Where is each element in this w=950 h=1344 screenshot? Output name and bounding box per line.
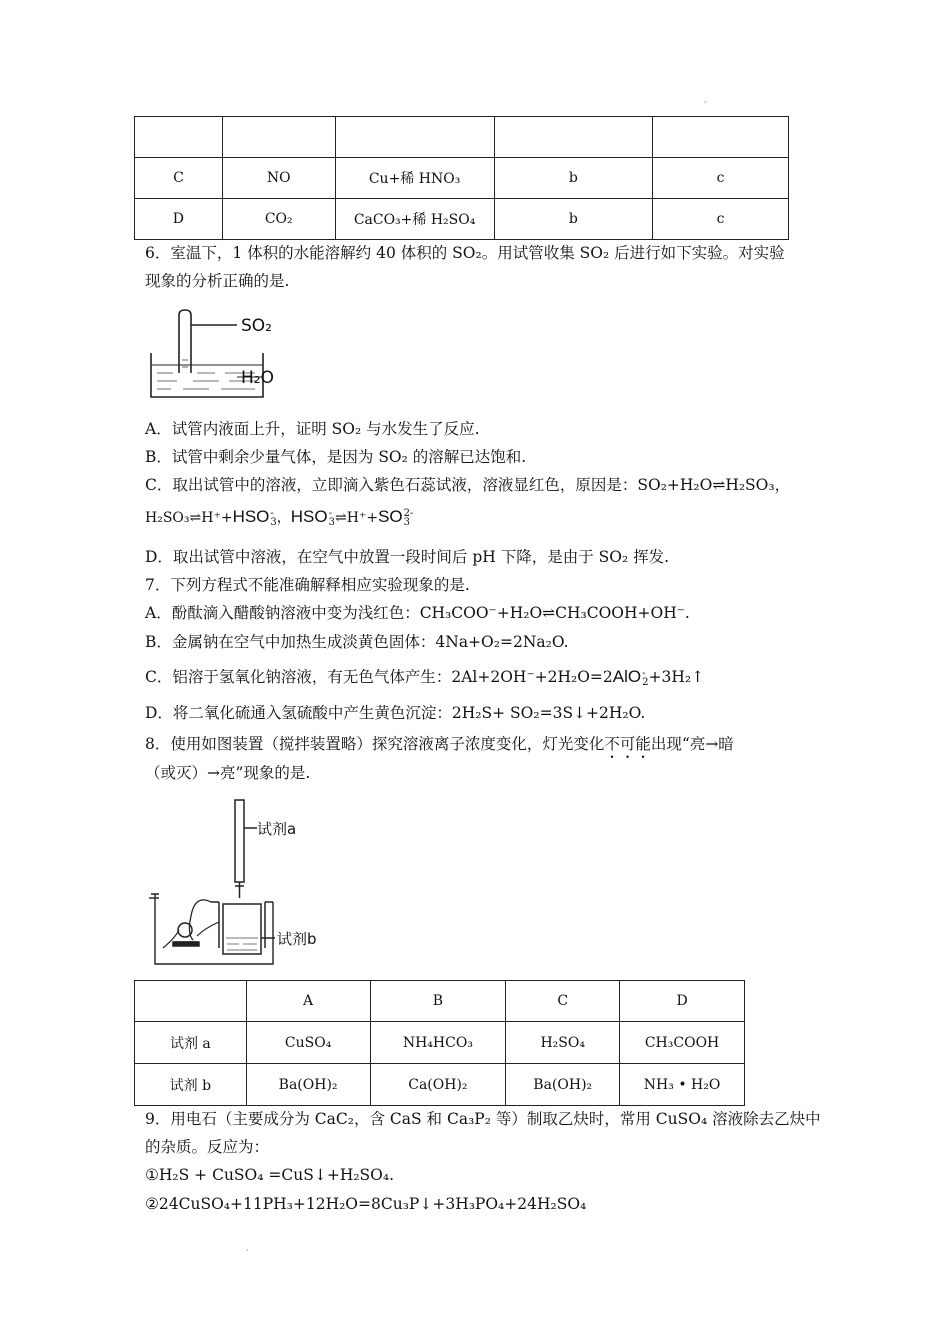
fig-label-so2: SO₂ [241,316,272,336]
fig-label-reagent-a: 试剂a [257,820,297,838]
conductivity-apparatus-figure [145,798,335,970]
table-row: D CO₂ CaCO₃+稀 H₂SO₄ b c [135,199,789,240]
q6-option-d: D．取出试管中溶液，在空气中放置一段时间后 pH 下降，是由于 SO₂ 挥发. [145,548,670,566]
q6-option-c-cont: H₂SO₃⇌H⁺+HSO- 3，HSO- 3⇌H⁺+SO2- 3 [145,507,414,528]
test-tube-figure [145,305,295,405]
q9-equation-2: ②24CuSO₄+11PH₃+12H₂O=8Cu₃P↓+3H₃PO₄+24H₂SO₄ [145,1195,587,1213]
fig-label-h2o: H₂O [241,368,274,388]
q7-stem: 7．下列方程式不能准确解释相应实验现象的是. [145,576,470,594]
q9-stem: 9．用电石（主要成分为 CaC₂，含 CaS 和 Ca₃P₂ 等）制取乙炔时，常用 CuSO₄ 溶液除去乙炔中 [145,1110,821,1128]
stray-mark: · [246,1246,249,1255]
q6-option-b: B．试管中剩余少量气体，是因为 SO₂ 的溶解已达饱和. [145,448,527,466]
q9-equation-1: ①H₂S + CuSO₄ =CuS↓+H₂SO₄. [145,1166,395,1184]
q7-option-c: C．铝溶于氢氧化钠溶液，有无色气体产生：2Al+2OH⁻+2H₂O=2AlO- 2+3H₂↑ [145,667,705,688]
options-table-q5 [134,116,789,240]
reagent-table [134,980,745,1106]
q7-option-d: D．将二氧化硫通入氢硫酸中产生黄色沉淀：2H₂S+ SO₂=3S↓+2H₂O. [145,704,646,722]
q6-option-c: C．取出试管中的溶液，立即滴入紫色石蕊试液，溶液显红色，原因是：SO₂+H₂O⇌H₂SO₃， [145,476,791,494]
beaker [223,904,261,954]
q8-stem: 8．使用如图装置（搅拌装置略）探究溶液离子浓度变化，灯光变化不可能出现“亮→暗 [145,735,734,753]
test-tube [179,310,191,373]
q8-stem-cont: （或灭）→亮”现象的是. [145,764,311,782]
table-row: 试剂 a CuSO₄ NH₄HCO₃ H₂SO₄ CH₃COOH [135,1022,745,1064]
burette [235,800,244,882]
fig-label-reagent-b: 试剂b [277,930,317,948]
table-row: 试剂 b Ba(OH)₂ Ca(OH)₂ Ba(OH)₂ NH₃ • H₂O [135,1064,745,1106]
q9-stem-cont: 的杂质。反应为： [145,1138,270,1156]
q6-option-a: A．试管内液面上升，证明 SO₂ 与水发生了反应. [145,420,480,438]
table-row [135,117,789,158]
q6-stem: 6．室温下，1 体积的水能溶解约 40 体积的 SO₂。用试管收集 SO₂ 后进行如下实验。对实验 [145,244,785,262]
q6-stem-cont: 现象的分析正确的是. [145,272,290,290]
stray-mark: ◦ [703,98,708,107]
table-row: C NO Cu+稀 HNO₃ b c [135,158,789,199]
table-header-row: A B C D [135,981,745,1022]
q7-option-b: B．金属钠在空气中加热生成淡黄色固体：4Na+O₂=2Na₂O. [145,633,569,651]
q7-option-a: A．酚酞滴入醋酸钠溶液中变为浅红色：CH₃COO⁻+H₂O⇌CH₃COOH+OH⁻. [145,604,690,622]
